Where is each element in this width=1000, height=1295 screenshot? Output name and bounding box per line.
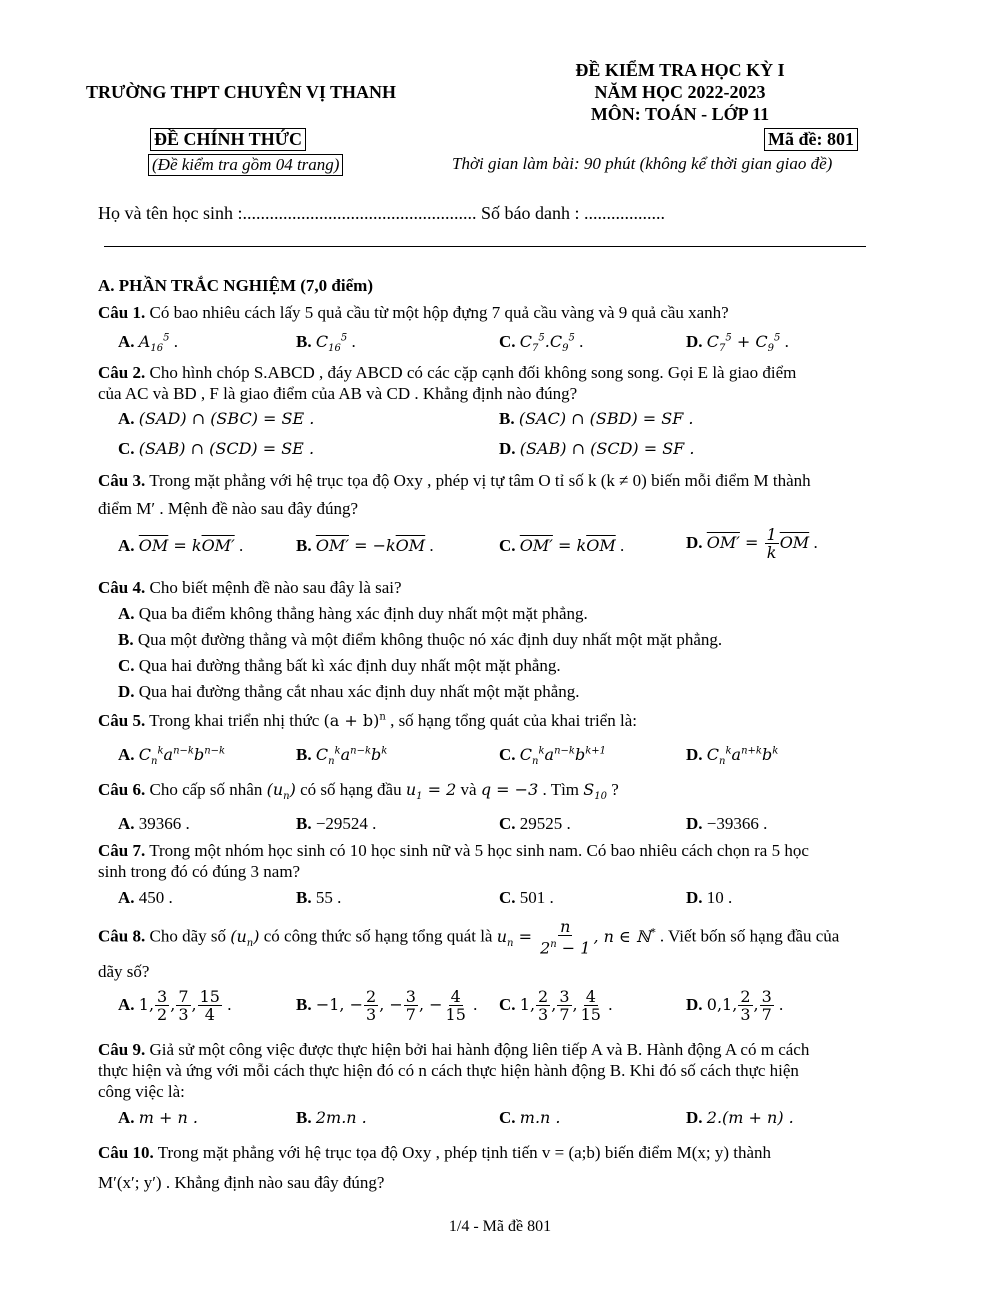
q5-option-d: D. $C_n^ka^{n+k}b^k$ [686, 745, 779, 768]
q9-option-d: D. 2.(m + n) . [686, 1108, 794, 1127]
q8-option-c: C. 1, $\frac{2}{3}$ , $\frac{3}{7}$ , $\frac{4}{15}$ . [499, 987, 613, 1024]
q-label: Câu 1. [98, 303, 146, 322]
subject: MÔN: TOÁN - LỚP 11 [590, 104, 770, 124]
question-3-cont: điểm M′ . Mệnh đề nào sau đây đúng? [98, 499, 359, 518]
q2-option-d: D. (SAB) ∩ (SCD) = SF . [499, 439, 695, 458]
q9-option-a: A. m + n . [118, 1108, 199, 1127]
school-year: NĂM HỌC 2022-2023 [594, 82, 766, 102]
q7-option-b: B. 55 . [296, 888, 342, 907]
page-footer: 1/4 - Mã đề 801 [448, 1218, 552, 1235]
question-1 [98, 303, 729, 323]
q6-option-b: B. −29524 . [296, 814, 377, 833]
official-badge: ĐỀ CHÍNH THỨC [150, 128, 306, 151]
question-9-cont: thực hiện và ứng với mỗi cách thực hiện đó có n cách thực hiện hành động B. Khi đó số cách thực hiện [98, 1061, 799, 1080]
q1-option-c: C. $C_7^5.C_9^5$ . [499, 332, 584, 355]
question-2: Câu 2. Cho hình chóp S.ABCD , đáy ABCD có các cặp cạnh đối không song song. Gọi E là giao điểm [98, 363, 797, 382]
q6-option-c: C. 29525 . [499, 814, 571, 833]
question-10: Câu 10. Trong mặt phẳng với hệ trục tọa độ Oxy , phép tịnh tiến v = (a;b) biến điểm M(x; y) thành [98, 1143, 772, 1162]
q8-option-a: A. 1, $\frac{3}{2}$ , $\frac{7}{3}$ , $\frac{15}{4}$ . [118, 987, 232, 1024]
section-title: A. PHẦN TRẮC NGHIỆM (7,0 điểm) [98, 276, 373, 295]
question-6: Câu 6. Cho cấp số nhân $(u_n)$ có số hạng đầu $u_1 = 2$ và q = −3 . Tìm $S_{10}$ ? [98, 780, 619, 803]
q6-option-a: A. 39366 . [118, 814, 190, 833]
q8-option-b: B. −1, − $\frac{2}{3}$ , − $\frac{3}{7}$ , − $\frac{4}{15}$ . [296, 987, 478, 1024]
q3-option-a: A. $\overline{OM} = kOM'$ . [118, 536, 244, 555]
question-7: Câu 7. Trong một nhóm học sinh có 10 học sinh nữ và 5 học sinh nam. Có bao nhiêu cách chọn ra 5 học [98, 841, 809, 860]
question-5: Câu 5. Trong khai triển nhị thức $(a + b)^n$ , số hạng tổng quát của khai triển là: [98, 711, 637, 730]
time-note: Thời gian làm bài: 90 phút (không kể thời gian giao đề) [452, 154, 833, 173]
q4-option-b: B. Qua một đường thẳng và một điểm không thuộc nó xác định duy nhất một mặt phẳng. [118, 630, 723, 649]
question-9-cont-2: công việc là: [98, 1082, 185, 1101]
school-name: TRƯỜNG THPT CHUYÊN VỊ THANH [86, 82, 397, 102]
q4-option-c: C. Qua hai đường thẳng bất kì xác định duy nhất một mặt phẳng. [118, 656, 561, 675]
q1-option-d: D. $C_7^5 + C_9^5$ . [686, 332, 789, 355]
pages-note: (Đề kiểm tra gồm 04 trang) [148, 154, 343, 176]
q3-option-c: C. $OM' = k\overline{OM}$ . [499, 536, 625, 555]
question-8: Câu 8. Cho dãy số $(u_n)$ có công thức số hạng tổng quát là $u_n$ = $\frac{n}{2^n - 1}$ , n ∈ ℕ* . Viết bốn số hạng đầu của [98, 917, 840, 958]
question-8-cont: dãy số? [98, 962, 150, 981]
q7-option-a: A. 450 . [118, 888, 173, 907]
q7-option-c: C. 501 . [499, 888, 554, 907]
question-7-cont: sinh trong đó có đúng 3 nam? [98, 862, 301, 881]
q6-option-d: D. −39366 . [686, 814, 768, 833]
exam-title: ĐỀ KIỂM TRA HỌC KỲ I [575, 60, 785, 80]
q-text: Có bao nhiêu cách lấy 5 quả cầu từ một hộp đựng 7 quả cầu vàng và 9 quả cầu xanh? [149, 303, 729, 322]
q1-option-b: B. $C_{16}^5$ . [296, 332, 356, 355]
q4-option-a: A. Qua ba điểm không thẳng hàng xác định duy nhất một mặt phẳng. [118, 604, 588, 623]
exam-code: Mã đề: 801 [764, 128, 858, 151]
q9-option-c: C. m.n . [499, 1108, 561, 1127]
q3-option-d: D. OM′ = $\frac{1}{k}$ $\overline{OM}$ . [686, 525, 818, 562]
header-divider [104, 246, 866, 247]
q1-option-a: A. $A_{16}^5$ . [118, 332, 178, 355]
q3-option-b: B. $OM' = -k\overline{OM}$ . [296, 536, 434, 555]
question-10-cont: M′(x′; y′) . Khẳng định nào sau đây đúng? [98, 1173, 385, 1192]
q4-option-d: D. Qua hai đường thẳng cắt nhau xác định duy nhất một mặt phẳng. [118, 682, 580, 701]
q2-option-a: A. (SAD) ∩ (SBC) = SE . [118, 409, 315, 428]
q8-option-d: D. 0,1, $\frac{2}{3}$ , $\frac{3}{7}$ . [686, 987, 784, 1024]
q5-option-b: B. $C_n^ka^{n-k}b^k$ [296, 745, 388, 768]
q2-option-b: B. (SAC) ∩ (SBD) = SF . [499, 409, 694, 428]
q7-option-d: D. 10 . [686, 888, 733, 907]
question-3: Câu 3. Trong mặt phẳng với hệ trục tọa độ Oxy , phép vị tự tâm O tỉ số k (k ≠ 0) biến mỗi điểm M thành [98, 471, 811, 490]
question-9: Câu 9. Giả sử một công việc được thực hiện bởi hai hành động liên tiếp A và B. Hành động A có m cách [98, 1040, 810, 1059]
q2-option-c: C. (SAB) ∩ (SCD) = SE . [118, 439, 315, 458]
q9-option-b: B. 2m.n . [296, 1108, 367, 1127]
student-info-line: Họ và tên học sinh :.................................................... Số báo danh : .................. [98, 203, 665, 223]
question-4: Câu 4. Cho biết mệnh đề nào sau đây là sai? [98, 578, 402, 597]
q5-option-a: A. $C_n^ka^{n-k}b^{n-k}$ [118, 745, 226, 768]
q5-option-c: C. $C_n^ka^{n-k}b^{k+1}$ [499, 745, 607, 768]
question-2-cont: của AC và BD , F là giao điểm của AB và CD . Khẳng định nào đúng? [98, 384, 578, 403]
